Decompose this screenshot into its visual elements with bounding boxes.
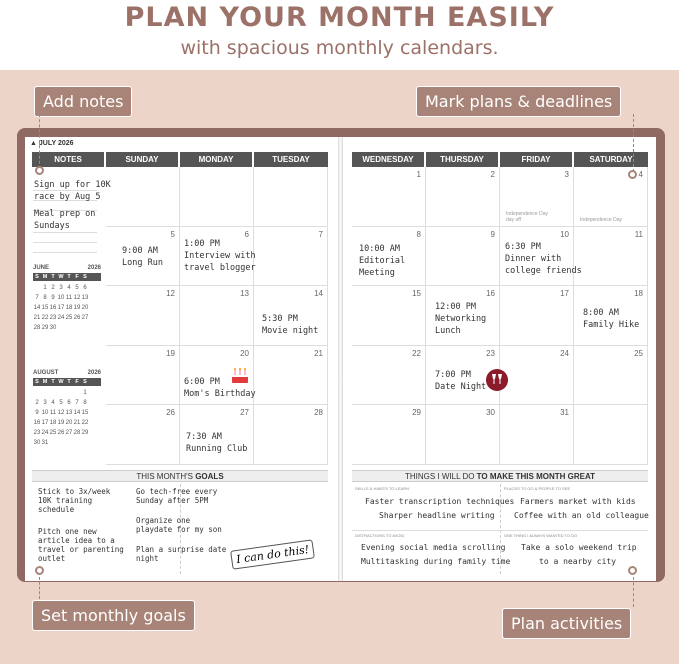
wine-glasses-icon <box>485 368 509 392</box>
mini-day: 10 <box>57 295 65 301</box>
mini-week-row <box>33 283 101 293</box>
event-time: 1:00 PM <box>184 239 220 249</box>
event-title: Interview with <box>184 251 256 261</box>
goal-item <box>136 487 217 505</box>
day-number: 22 <box>412 348 421 358</box>
event-time: 5:30 PM <box>262 314 298 324</box>
mini-day: 21 <box>33 315 41 321</box>
mini-day: 8 <box>83 400 87 406</box>
mini-day: 28 <box>73 430 81 436</box>
mini-week-row <box>33 293 101 303</box>
goal-line: Sunday after 5PM <box>136 496 209 505</box>
day-cell[interactable] <box>254 227 328 287</box>
mini-day: 26 <box>73 315 81 321</box>
mini-day: 23 <box>33 430 41 436</box>
place-item: Farmers market with kids <box>520 497 636 506</box>
onething-item: Take a solo weekend trip <box>521 543 637 552</box>
mini-day: 30 <box>49 325 57 331</box>
mini-june-weekdays <box>33 273 101 281</box>
day-header-tuesday: TUESDAY <box>254 152 328 167</box>
day-cell[interactable] <box>352 346 426 406</box>
weekday-letter: S <box>35 379 39 385</box>
day-cell[interactable] <box>500 346 574 406</box>
day-number: 13 <box>240 289 249 298</box>
event-title: Running Club <box>186 444 248 454</box>
day-cell[interactable] <box>574 346 648 406</box>
mini-day: 22 <box>81 420 89 426</box>
weekday-letter: M <box>42 379 48 385</box>
day-number: 25 <box>634 348 643 358</box>
callout-mark-plans: Mark plans & deadlines <box>416 86 621 117</box>
mini-day: 10 <box>41 410 49 416</box>
mini-week-row <box>33 418 101 428</box>
holiday-friday-sub: day off <box>506 217 521 223</box>
hero-title: PLAN YOUR MONTH EASILY <box>124 2 555 33</box>
distraction-item: Multitasking during family time <box>361 557 511 566</box>
goal-line: Organize one <box>136 516 191 525</box>
goal-line: night <box>136 554 159 563</box>
mini-day: 26 <box>57 430 65 436</box>
callout-set-goals: Set monthly goals <box>32 600 195 631</box>
mini-day: 17 <box>57 305 65 311</box>
day-number: 28 <box>314 408 323 417</box>
weekday-letter: W <box>58 274 64 280</box>
mini-day: 21 <box>73 420 81 426</box>
mini-day: 2 <box>51 285 55 291</box>
event-title-line2: college friends <box>505 266 582 276</box>
weekday-letter: F <box>75 379 79 385</box>
day-cell[interactable] <box>106 405 180 465</box>
weekday-letter: S <box>83 274 87 280</box>
weekday-letter: T <box>67 274 71 280</box>
mini-calendar-august <box>33 370 101 448</box>
note-line-4: Sundays <box>34 221 70 231</box>
mini-day: 15 <box>81 410 89 416</box>
event-title: Dinner with <box>505 254 562 264</box>
day-cell[interactable] <box>426 167 500 227</box>
notes-header: NOTES <box>32 152 104 167</box>
day-header-thursday: THURSDAY <box>426 152 498 167</box>
event-6 <box>184 238 256 274</box>
things-title-a: THINGS I WILL DO <box>404 472 477 481</box>
event-title: Editorial <box>359 256 406 266</box>
mini-day: 16 <box>33 420 41 426</box>
day-number: 5 <box>170 229 175 239</box>
day-number: 18 <box>634 289 643 298</box>
mini-day: 7 <box>75 400 79 406</box>
day-number: 20 <box>240 348 249 358</box>
day-number: 12 <box>166 289 175 298</box>
mini-day: 7 <box>35 295 39 301</box>
mini-day: 11 <box>65 295 73 301</box>
event-23 <box>435 369 486 393</box>
event-10 <box>505 241 582 277</box>
mini-week-row <box>33 398 101 408</box>
day-number: 7 <box>318 229 323 239</box>
day-header-saturday: SATURDAY <box>574 152 648 167</box>
event-title: Date Night <box>435 382 487 392</box>
weekday-letter: T <box>51 379 55 385</box>
day-number: 17 <box>560 289 569 298</box>
mini-day: 29 <box>41 325 49 331</box>
weekday-letter: T <box>51 274 55 280</box>
mini-week-row <box>33 323 101 333</box>
mini-week-row <box>33 438 101 448</box>
onething-caption: ONE THING I ALWAYS WANTED TO DO <box>504 533 578 538</box>
distractions-caption: DISTRACTIONS TO AVOID <box>355 533 405 538</box>
event-time: 10:00 AM <box>359 244 400 254</box>
goal-line: schedule <box>38 505 75 514</box>
event-title: Family Hike <box>583 320 640 330</box>
skills-list <box>365 495 514 523</box>
day-cell[interactable] <box>254 405 328 465</box>
mini-day: 13 <box>81 295 89 301</box>
places-list <box>514 495 649 523</box>
event-time: 7:30 AM <box>186 432 222 442</box>
goal-line: Go tech-free every <box>136 487 218 496</box>
callout-add-notes: Add notes <box>34 86 132 117</box>
day-cell[interactable] <box>352 405 426 465</box>
mini-day: 3 <box>43 400 47 406</box>
mini-day: 28 <box>33 325 41 331</box>
mini-day: 4 <box>51 400 55 406</box>
note-item <box>34 208 95 232</box>
distractions-list <box>361 541 510 569</box>
event-title: Movie night <box>262 326 319 336</box>
goals-title-b: GOALS <box>195 472 224 481</box>
day-number: 30 <box>486 408 495 417</box>
day-cell[interactable] <box>426 405 500 465</box>
holiday-label-friday <box>506 211 548 223</box>
day-number: 31 <box>560 408 569 417</box>
mini-day: 24 <box>41 430 49 436</box>
callout-plan-activities: Plan activities <box>502 608 631 639</box>
goal-line: travel or parenting <box>38 545 124 554</box>
mini-day: 12 <box>57 410 65 416</box>
day-cell[interactable] <box>574 405 648 465</box>
mini-day: 9 <box>51 295 55 301</box>
flag-icon: ▲ <box>30 140 39 147</box>
mini-day: 24 <box>57 315 65 321</box>
places-caption: PLACES TO GO & PEOPLE TO SEE <box>504 486 571 491</box>
day-header-wednesday: WEDNESDAY <box>352 152 424 167</box>
birthday-cake-icon <box>229 364 251 386</box>
distraction-item: Evening social media scrolling <box>361 543 506 552</box>
day-number: 24 <box>560 348 569 358</box>
mini-day: 14 <box>33 305 41 311</box>
mini-day: 20 <box>81 305 89 311</box>
mini-week-row <box>33 313 101 323</box>
skill-item: Faster transcription techniques <box>365 497 515 506</box>
day-number: 27 <box>240 408 249 417</box>
onething-item: to a nearby city <box>539 557 617 566</box>
goal-line: outlet <box>38 554 66 563</box>
mini-august-weekdays <box>33 378 101 386</box>
day-cell[interactable] <box>106 167 180 227</box>
mini-day: 1 <box>83 390 87 396</box>
mini-day: 1 <box>43 285 47 291</box>
mini-day: 18 <box>65 305 73 311</box>
mini-day: 25 <box>65 315 73 321</box>
callout-dot <box>628 566 637 575</box>
day-number: 6 <box>244 229 249 239</box>
event-time: 8:00 AM <box>583 308 619 318</box>
event-time: 6:00 PM <box>184 377 220 387</box>
mini-day: 19 <box>57 420 65 426</box>
event-18 <box>583 307 639 331</box>
weekday-letter: S <box>83 379 87 385</box>
day-cell[interactable] <box>352 167 426 227</box>
event-title: Long Run <box>122 258 163 268</box>
sticker-i-can-do-this: I can do this! <box>230 539 315 569</box>
event-title: Networking <box>435 314 487 324</box>
hero-subtitle: with spacious monthly calendars. <box>180 37 499 59</box>
mini-day: 31 <box>41 440 49 446</box>
skill-item: Sharper headline writing <box>379 511 495 520</box>
mini-day: 20 <box>65 420 73 426</box>
things-title-b: TO MAKE THIS MONTH GREAT <box>476 472 596 481</box>
goal-item <box>38 527 124 563</box>
goal-item <box>38 487 110 514</box>
day-number: 10 <box>560 229 569 239</box>
mini-day: 23 <box>49 315 57 321</box>
mini-june-days <box>33 283 101 333</box>
mini-august-title: AUGUST <box>33 370 59 376</box>
goal-item <box>136 516 222 534</box>
event-time: 9:00 AM <box>122 246 158 256</box>
day-cell[interactable] <box>180 167 254 227</box>
mini-week-row <box>33 303 101 313</box>
weekday-letter: T <box>67 379 71 385</box>
goal-line: article idea to a <box>38 536 115 545</box>
day-number: 11 <box>634 229 643 239</box>
month-label-text: JULY 2026 <box>38 140 74 147</box>
day-cell[interactable] <box>500 286 574 346</box>
mini-day: 18 <box>49 420 57 426</box>
mini-week-row <box>33 428 101 438</box>
day-cell[interactable] <box>426 227 500 287</box>
event-time: 6:30 PM <box>505 242 541 252</box>
mini-day: 19 <box>73 305 81 311</box>
mini-day: 29 <box>81 430 89 436</box>
day-cell[interactable] <box>180 286 254 346</box>
day-cell[interactable] <box>574 227 648 287</box>
mini-day: 17 <box>41 420 49 426</box>
event-title: Mom's Birthday <box>184 389 256 399</box>
day-header-friday: FRIDAY <box>500 152 572 167</box>
event-8 <box>359 243 405 279</box>
goal-line: Stick to 3x/week <box>38 487 111 496</box>
mini-day: 22 <box>41 315 49 321</box>
note-line-3: Meal prep on <box>34 209 96 219</box>
event-5 <box>122 245 163 269</box>
goal-line: 10K training <box>38 496 93 505</box>
mini-day: 2 <box>35 400 39 406</box>
mini-day: 9 <box>35 410 39 416</box>
mini-calendar-june <box>33 265 101 333</box>
mini-day: 5 <box>75 285 79 291</box>
mini-day: 3 <box>59 285 63 291</box>
mini-day: 27 <box>65 430 73 436</box>
day-header-monday: MONDAY <box>180 152 252 167</box>
day-number: 16 <box>486 289 495 298</box>
onething-list <box>521 541 637 569</box>
mini-day: 4 <box>67 285 71 291</box>
mini-day: 12 <box>73 295 81 301</box>
day-number: 9 <box>490 229 495 239</box>
day-number: 26 <box>166 408 175 417</box>
hero-header <box>0 0 679 70</box>
day-number: 4 <box>638 170 643 179</box>
day-cell[interactable] <box>352 286 426 346</box>
callout-dot <box>35 166 44 175</box>
mini-day: 14 <box>73 410 81 416</box>
event-16 <box>435 301 486 337</box>
weekday-letter: S <box>35 274 39 280</box>
event-title-line2: Lunch <box>435 326 461 336</box>
mini-day: 11 <box>49 410 57 416</box>
holiday-friday-text: Independence Day <box>506 211 548 217</box>
day-number: 1 <box>416 170 421 179</box>
day-number: 2 <box>490 170 495 179</box>
callout-dot <box>628 170 637 179</box>
mini-june-year: 2026 <box>87 265 101 271</box>
weekday-letter: W <box>58 379 64 385</box>
mini-august-year: 2026 <box>87 370 101 376</box>
day-number: 3 <box>564 170 569 179</box>
weekday-letter: F <box>75 274 79 280</box>
holiday-label-saturday: Independence Day <box>580 217 622 223</box>
note-line-1: Sign up for 10K <box>34 180 111 190</box>
day-cell[interactable] <box>106 346 180 406</box>
event-time: 7:00 PM <box>435 370 471 380</box>
mini-day: 15 <box>41 305 49 311</box>
mini-week-row <box>33 408 101 418</box>
day-cell[interactable] <box>500 405 574 465</box>
day-number: 21 <box>314 348 323 358</box>
note-item <box>34 179 111 203</box>
goals-title-a: THIS MONTH'S <box>136 472 196 481</box>
day-number: 23 <box>486 348 495 358</box>
callout-dot <box>35 566 44 575</box>
planner-spine <box>338 137 343 581</box>
mini-june-title: JUNE <box>33 265 50 271</box>
event-title-line2: Meeting <box>359 268 395 278</box>
event-time: 12:00 PM <box>435 302 476 312</box>
goal-line: Pitch one new <box>38 527 97 536</box>
mini-day: 6 <box>83 285 87 291</box>
day-number: 15 <box>412 289 421 298</box>
day-cell[interactable] <box>254 346 328 406</box>
mini-day: 30 <box>33 440 41 446</box>
mini-august-days <box>33 388 101 448</box>
goal-line: playdate for my son <box>136 525 222 534</box>
event-27 <box>186 431 247 455</box>
event-title-line2: travel blogger <box>184 263 256 273</box>
weekday-letter: M <box>42 274 48 280</box>
place-item: Coffee with an old colleague <box>514 511 649 520</box>
day-cell[interactable] <box>106 286 180 346</box>
mini-week-row <box>33 388 101 398</box>
goal-item <box>136 545 226 563</box>
mini-day: 5 <box>59 400 63 406</box>
mini-day: 6 <box>67 400 71 406</box>
things-divider-h <box>352 530 648 531</box>
goals-title <box>32 470 328 482</box>
mini-day: 16 <box>49 305 57 311</box>
mini-day: 27 <box>81 315 89 321</box>
month-label <box>30 140 74 147</box>
day-number: 8 <box>416 229 421 239</box>
mini-day: 25 <box>49 430 57 436</box>
goal-line: Plan a surprise date <box>136 545 227 554</box>
things-title <box>352 470 648 482</box>
note-line-2: race by Aug 5 <box>34 192 101 202</box>
day-number: 14 <box>314 289 323 298</box>
day-number: 29 <box>412 408 421 417</box>
skills-caption: SKILLS & HABITS TO LEARN <box>355 486 409 491</box>
mini-day: 8 <box>43 295 47 301</box>
day-header-sunday: SUNDAY <box>106 152 178 167</box>
mini-day: 13 <box>65 410 73 416</box>
day-number: 19 <box>166 348 175 358</box>
day-cell[interactable] <box>254 167 328 227</box>
event-14 <box>262 313 318 337</box>
